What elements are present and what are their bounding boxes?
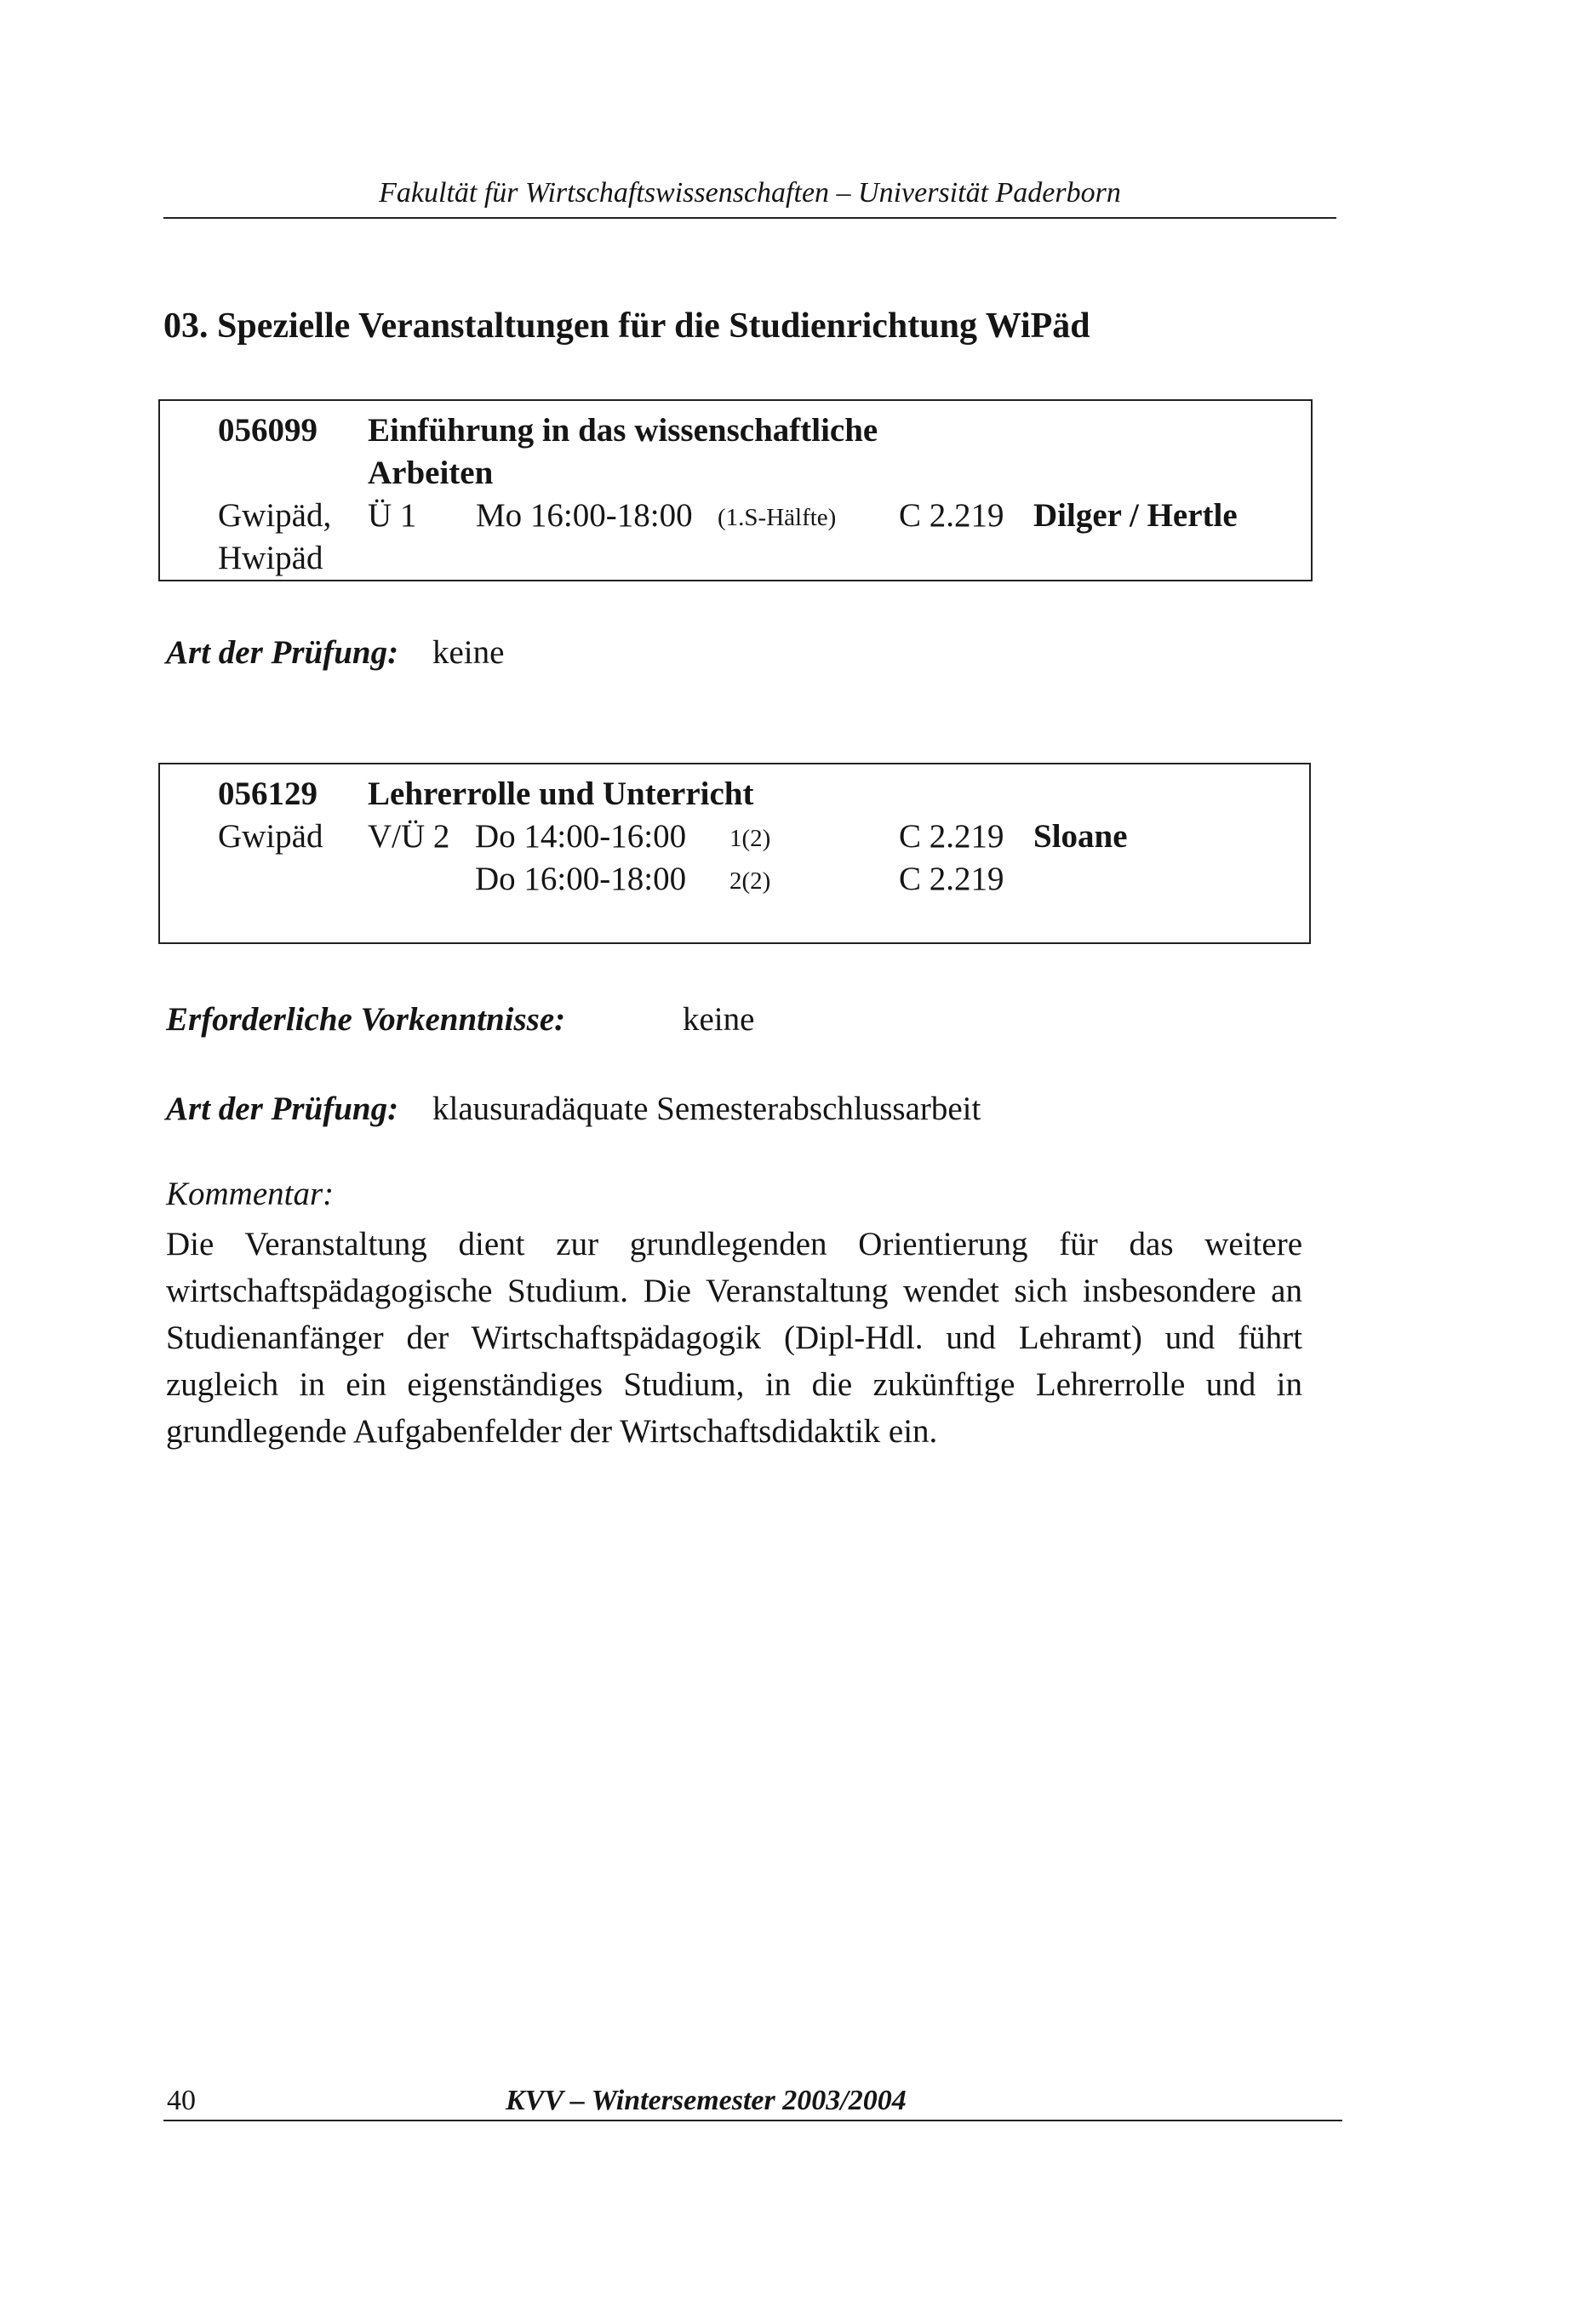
comment-label: Kommentar: [166, 1176, 335, 1212]
course-lecturer: Dilger / Hertle [1033, 497, 1238, 534]
section-title: 03. Spezielle Veranstaltungen für die Studienrichtung WiPäd [163, 306, 1090, 346]
course-number: 056099 [218, 412, 317, 449]
course-title-line-1: Einführung in das wissenschaftliche [368, 412, 878, 449]
course-time-note-2: 2(2) [729, 867, 771, 895]
course-box-056129 [158, 763, 1311, 944]
course-audience-line-1: Gwipäd, [218, 497, 332, 534]
course-box-056099 [158, 399, 1313, 581]
course-audience-line-2: Hwipäd [218, 540, 323, 576]
course-room-1: C 2.219 [899, 818, 1004, 855]
course-time-2: Do 16:00-18:00 [475, 861, 687, 897]
course-number: 056129 [218, 776, 317, 812]
course-time-note-1: 1(2) [729, 825, 771, 852]
header-title: Fakultät für Wirtschaftswissenschaften – Universität Paderborn [379, 177, 1121, 209]
course-type: Ü 1 [368, 497, 417, 534]
course-audience-line-1: Gwipäd [218, 818, 323, 855]
footer-title: KVV – Wintersemester 2003/2004 [506, 2085, 907, 2116]
course-title-line-1: Lehrerrolle und Unterricht [368, 776, 754, 812]
page-header [163, 175, 1336, 219]
prerequisites-label-056129: Erforderliche Vorkenntnisse: [166, 1001, 566, 1038]
exam-label-056129: Art der Prüfung: [166, 1090, 399, 1127]
comment-text: Die Veranstaltung dient zur grundlegenden Orientierung für das weitere wirtschaftspädagogische Studium. Die Veranstaltung wendet sich insbesondere an Studienanfänger der Wirtschaftspädagogik (Dipl-Hdl. und Lehramt) und führt zugleich in ein eigenständiges Studium, in die zukünftige Lehrerrolle und in grundlegende Aufgabenfelder der Wirtschaftsdidaktik ein. [166, 1226, 1302, 1450]
course-time-note: (1.S-Hälfte) [718, 504, 837, 531]
exam-value-056099: keine [432, 634, 505, 671]
page-number: 40 [167, 2085, 196, 2116]
course-time: Mo 16:00-18:00 [476, 497, 693, 534]
course-title-line-2: Arbeiten [368, 455, 494, 491]
exam-label-056099: Art der Prüfung: [166, 634, 399, 671]
course-type: V/Ü 2 [368, 818, 450, 855]
exam-value-056129: klausuradäquate Semesterabschlussarbeit [432, 1090, 981, 1127]
course-room-2: C 2.219 [899, 861, 1004, 897]
course-time-1: Do 14:00-16:00 [475, 818, 687, 855]
prerequisites-value-056129: keine [683, 1001, 755, 1038]
page-footer [163, 2084, 1342, 2121]
course-room: C 2.219 [899, 497, 1004, 534]
course-lecturer: Sloane [1033, 818, 1128, 855]
